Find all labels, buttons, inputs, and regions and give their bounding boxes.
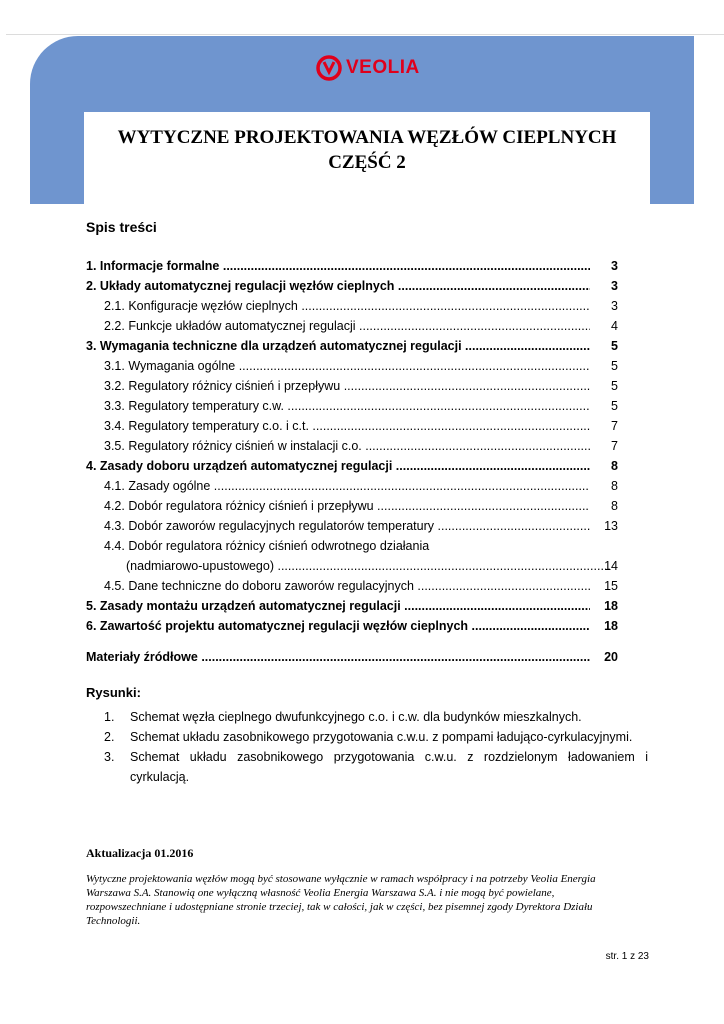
toc-entry-label: (nadmiarowo-upustowego) ..... <box>126 556 612 576</box>
toc-entry[interactable] <box>86 356 622 376</box>
toc-entry[interactable] <box>86 276 622 296</box>
disclaimer: Wytyczne projektowania węzłów mogą być stosowane wyłącznie w ramach współpracy i na potrzeby Veolia Energia Warszawa S.A. Stanowią one wyłączną własność Veolia Energia Warszawa S.A. i nie mogą być powielane, rozpowszechniane i udostępniane stronie trzeciej, tak w całości, jak w części, bez pisemnej zgody Dyrektora Działu Technologii. <box>86 873 596 927</box>
figure-text: Schemat węzła cieplnego dwufunkcyjnego c.o. i c.w. dla budynków mieszkalnych. <box>130 710 582 724</box>
document-title: WYTYCZNE PROJEKTOWANIA WĘZŁÓW CIEPLNYCH <box>117 127 617 148</box>
toc-entry-label: 4.1. Zasady ogólne ..... <box>104 476 590 496</box>
toc-entry-label: 3.1. Wymagania ogólne ..... <box>104 356 590 376</box>
toc-heading: Spis treści <box>86 219 157 235</box>
toc-entry[interactable] <box>86 316 622 336</box>
veolia-logo <box>316 54 420 82</box>
toc-entry-page: 15 <box>604 579 618 593</box>
update-date: Aktualizacja 01.2016 <box>86 846 194 860</box>
toc-entry-page: 8 <box>611 499 618 513</box>
toc-entry-label: 4.2. Dobór regulatora różnicy ciśnień i przepływu ..... <box>104 496 590 516</box>
toc-entry-page: 20 <box>604 650 618 664</box>
figure-item <box>104 747 648 787</box>
toc-entry[interactable] <box>86 376 622 396</box>
toc-entry[interactable] <box>86 496 622 516</box>
toc-entry[interactable] <box>86 576 622 596</box>
toc-entry[interactable] <box>86 456 622 476</box>
toc-entry[interactable] <box>86 516 622 536</box>
toc-entry[interactable] <box>86 536 622 556</box>
toc-entry[interactable] <box>86 396 622 416</box>
toc-entry-page: 14 <box>604 559 618 573</box>
figure-text: Schemat układu zasobnikowego przygotowania c.w.u. z pompami ładująco-cyrkulacyjnymi. <box>130 730 633 744</box>
toc-entry-page: 3 <box>611 299 618 313</box>
toc-entry-label: 4. Zasady doboru urządzeń automatycznej regulacji ..... <box>86 456 590 476</box>
brand-name: VEOLIA <box>346 57 420 78</box>
figure-text: Schemat układu zasobnikowego przygotowania c.w.u. z rozdzielonym ładowaniem i cyrkulacją. <box>130 750 648 784</box>
toc-entry-label: 5. Zasady montażu urządzeń automatycznej regulacji ..... <box>86 596 590 616</box>
figure-number: 3. <box>104 750 115 764</box>
toc-entry-page: 4 <box>611 319 618 333</box>
toc-entry[interactable] <box>86 476 622 496</box>
table-of-contents <box>86 256 622 636</box>
toc-entry[interactable] <box>86 556 622 576</box>
figures-list <box>104 707 648 787</box>
figure-number: 2. <box>104 730 115 744</box>
toc-entry-page: 7 <box>611 419 618 433</box>
toc-entry-label: 4.4. Dobór regulatora różnicy ciśnień odwrotnego działania <box>104 539 430 553</box>
toc-entry-page: 8 <box>611 459 618 473</box>
toc-entry-label: 3.2. Regulatory różnicy ciśnień i przepływu ..... <box>104 376 590 396</box>
toc-entry-page: 5 <box>611 379 618 393</box>
toc-entry-page: 18 <box>604 599 618 613</box>
toc-entry-page: 3 <box>611 259 618 273</box>
toc-entry-label: Materiały źródłowe ..... <box>86 647 590 667</box>
toc-entry-label: 6. Zawartość projektu automatycznej regulacji węzłów cieplnych ..... <box>86 616 590 636</box>
toc-entry-label: 4.3. Dobór zaworów regulacyjnych regulatorów temperatury ..... <box>104 516 590 536</box>
toc-entry-label: 4.5. Dane techniczne do doboru zaworów regulacyjnych ..... <box>104 576 590 596</box>
toc-entry-page: 5 <box>611 359 618 373</box>
toc-materials <box>86 647 622 667</box>
toc-entry-page: 7 <box>611 439 618 453</box>
toc-entry-page: 5 <box>611 399 618 413</box>
toc-entry[interactable] <box>86 596 622 616</box>
toc-entry-label: 3.4. Regulatory temperatury c.o. i c.t. ..... <box>104 416 590 436</box>
toc-entry[interactable] <box>86 616 622 636</box>
figures-heading: Rysunki: <box>86 685 141 700</box>
toc-entry-label: 3.5. Regulatory różnicy ciśnień w instalacji c.o. ..... <box>104 436 590 456</box>
toc-entry[interactable] <box>86 336 622 356</box>
page-number: str. 1 z 23 <box>605 951 649 962</box>
figure-number: 1. <box>104 710 115 724</box>
toc-entry-label: 2.1. Konfiguracje węzłów cieplnych ..... <box>104 296 590 316</box>
toc-entry-page: 3 <box>611 279 618 293</box>
toc-entry-page: 18 <box>604 619 618 633</box>
toc-entry-label: 2. Układy automatycznej regulacji węzłów cieplnych ..... <box>86 276 590 296</box>
toc-entry-page: 8 <box>611 479 618 493</box>
toc-entry-page: 5 <box>611 339 618 353</box>
toc-entry-label: 2.2. Funkcje układów automatycznej regulacji ..... <box>104 316 590 336</box>
top-rule <box>6 34 724 35</box>
toc-entry-materials[interactable] <box>86 647 622 667</box>
toc-entry[interactable] <box>86 436 622 456</box>
toc-entry-page: 13 <box>604 519 618 533</box>
toc-entry-label: 3.3. Regulatory temperatury c.w. ..... <box>104 396 590 416</box>
veolia-logo-icon <box>316 55 342 81</box>
toc-entry[interactable] <box>86 296 622 316</box>
toc-entry-label: 1. Informacje formalne ..... <box>86 256 590 276</box>
toc-entry-label: 3. Wymagania techniczne dla urządzeń automatycznej regulacji ..... <box>86 336 590 356</box>
document-subtitle: CZĘŚĆ 2 <box>328 152 406 173</box>
figure-item <box>104 707 648 727</box>
figure-item <box>104 727 648 747</box>
toc-entry[interactable] <box>86 256 622 276</box>
toc-entry[interactable] <box>86 416 622 436</box>
